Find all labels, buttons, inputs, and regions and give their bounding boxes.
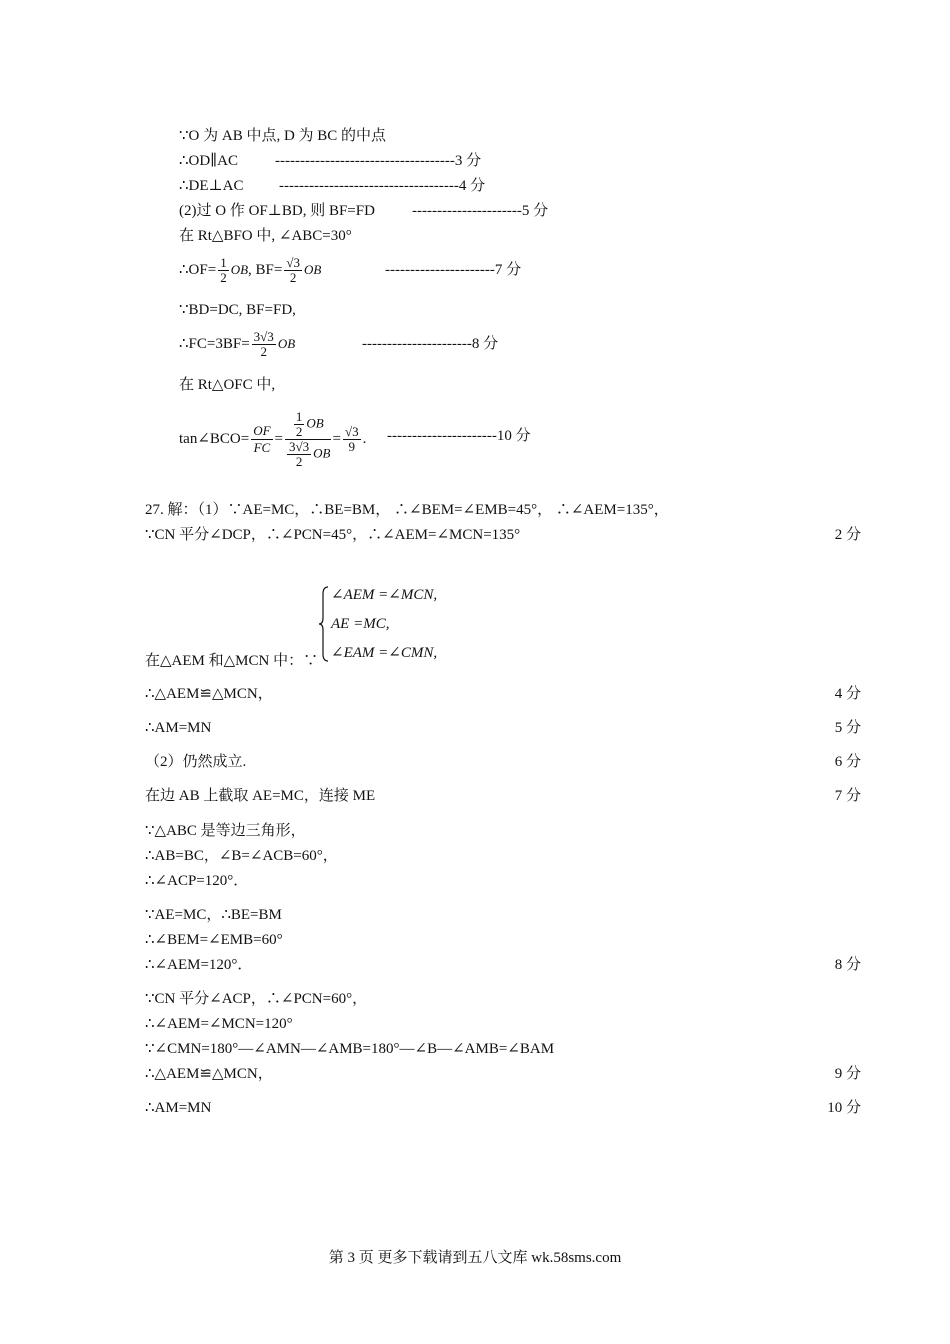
formula-text: , BF= — [248, 262, 283, 278]
score-marker: 5 分 — [834, 720, 861, 736]
step-line: (2)过 O 作 OF⊥BD, 则 BF=FD — [179, 203, 375, 219]
equation-system — [319, 586, 479, 662]
formula-text: ∴FC=3BF= — [179, 336, 250, 352]
fraction — [252, 330, 276, 359]
step-line: ∴DE⊥AC — [179, 178, 244, 194]
variable: OB — [306, 415, 324, 431]
complex-fraction — [285, 410, 330, 469]
question-27-line: ∴∠AEM=120°． — [145, 957, 253, 973]
score-marker: ------------------------------------3 分 — [275, 153, 482, 169]
formula-text: = — [332, 431, 341, 447]
score-marker: ----------------------7 分 — [385, 262, 522, 278]
question-27-line: ∵CN 平分∠DCP，∴∠PCN=45°，∴∠AEM=∠MCN=135° — [145, 527, 521, 543]
fraction-numerator: √3 — [344, 424, 359, 440]
question-27-line: ∴AB=BC，∠B=∠ACB=60°， — [145, 848, 338, 864]
question-27-line: 在△AEM 和△MCN 中：∵ — [145, 653, 319, 669]
fraction-denominator: 9 — [348, 439, 356, 455]
brace-icon — [319, 586, 329, 662]
fraction — [294, 410, 305, 439]
formula-text: tan∠BCO= — [179, 431, 250, 447]
question-27-line: ∴∠AEM=∠MCN=120° — [145, 1016, 293, 1032]
fraction-numerator: √3 — [286, 255, 300, 271]
question-27-line: 在边 AB 上截取 AE=MC，连接 ME — [145, 788, 376, 804]
fraction-denominator — [285, 440, 330, 469]
fraction — [284, 256, 302, 285]
formula-line — [179, 253, 321, 287]
fraction-numerator: OF — [253, 423, 271, 439]
fraction — [287, 440, 311, 469]
fraction — [218, 256, 229, 285]
fraction-denominator: FC — [253, 440, 271, 456]
score-marker: ------------------------------------4 分 — [279, 178, 486, 194]
question-27-line: ∴AM=MN — [145, 1100, 212, 1116]
fraction-denominator: 2 — [220, 270, 227, 286]
score-marker: 7 分 — [834, 788, 861, 804]
fraction-numerator: 1 — [220, 255, 227, 271]
step-line: 在 Rt△BFO 中, ∠ABC=30° — [179, 228, 352, 244]
formula-text: . — [362, 431, 367, 447]
score-marker: ----------------------5 分 — [412, 203, 549, 219]
formula-line — [179, 410, 366, 469]
variable: OB — [313, 445, 331, 461]
fraction — [251, 423, 272, 456]
fraction-denominator: 2 — [289, 270, 297, 286]
score-marker: 2 分 — [834, 527, 861, 543]
formula-text: = — [274, 431, 284, 447]
fraction — [343, 425, 361, 454]
fraction-denominator: 2 — [295, 424, 303, 440]
step-line: ∴OD∥AC — [179, 153, 238, 169]
fraction-numerator: 3√3 — [253, 329, 274, 345]
variable: OB — [230, 262, 249, 277]
question-27-line: ∴AM=MN — [145, 720, 212, 736]
step-line: ∵O 为 AB 中点, D 为 BC 的中点 — [179, 128, 387, 144]
score-marker: 6 分 — [834, 754, 861, 770]
score-marker: 10 分 — [827, 1100, 861, 1116]
fraction-denominator: 2 — [260, 344, 267, 360]
system-row: ∠AEM =∠MCN, — [331, 587, 438, 603]
formula-line — [179, 327, 295, 361]
question-27-line: ∵AE=MC，∴BE=BM — [145, 907, 282, 923]
question-27-line: ∵△ABC 是等边三角形， — [145, 823, 306, 839]
score-marker: 9 分 — [834, 1066, 861, 1082]
variable: OB — [303, 262, 322, 277]
question-27-line: ∵CN 平分∠ACP，∴∠PCN=60°， — [145, 991, 368, 1007]
question-27-line: 27. 解：（1）∵AE=MC，∴BE=BM， ∴∠BEM=∠EMB=45°， ∴∠AEM=135°， — [145, 502, 669, 518]
variable: OB — [277, 336, 296, 351]
page-footer: 第 3 页 更多下载请到五八文库 wk.58sms.com — [328, 1250, 622, 1266]
question-27-line: （2）仍然成立. — [145, 754, 247, 770]
question-27-line: ∴∠BEM=∠EMB=60° — [145, 932, 283, 948]
system-row: AE =MC, — [331, 616, 390, 632]
fraction-denominator: 2 — [295, 454, 303, 470]
step-line: ∵BD=DC, BF=FD, — [179, 302, 296, 318]
formula-text: ∴OF= — [179, 262, 217, 278]
score-marker: 8 分 — [834, 957, 861, 973]
fraction-numerator: 3√3 — [289, 439, 310, 455]
question-27-line: ∴∠ACP=120°． — [145, 873, 249, 889]
question-27-line: ∵∠CMN=180°—∠AMN—∠AMB=180°—∠B—∠AMB=∠BAM — [145, 1041, 555, 1057]
score-marker: ----------------------8 分 — [362, 336, 499, 352]
fraction-numerator: 1 — [295, 409, 303, 425]
fraction-numerator — [285, 410, 330, 440]
step-line: 在 Rt△OFC 中, — [179, 377, 276, 393]
score-marker: ----------------------10 分 — [387, 428, 531, 444]
question-27-line: ∴△AEM≌△MCN， — [145, 686, 273, 702]
score-marker: 4 分 — [834, 686, 861, 702]
system-row: ∠EAM =∠CMN, — [331, 645, 438, 661]
question-27-line: ∴△AEM≌△MCN， — [145, 1066, 273, 1082]
